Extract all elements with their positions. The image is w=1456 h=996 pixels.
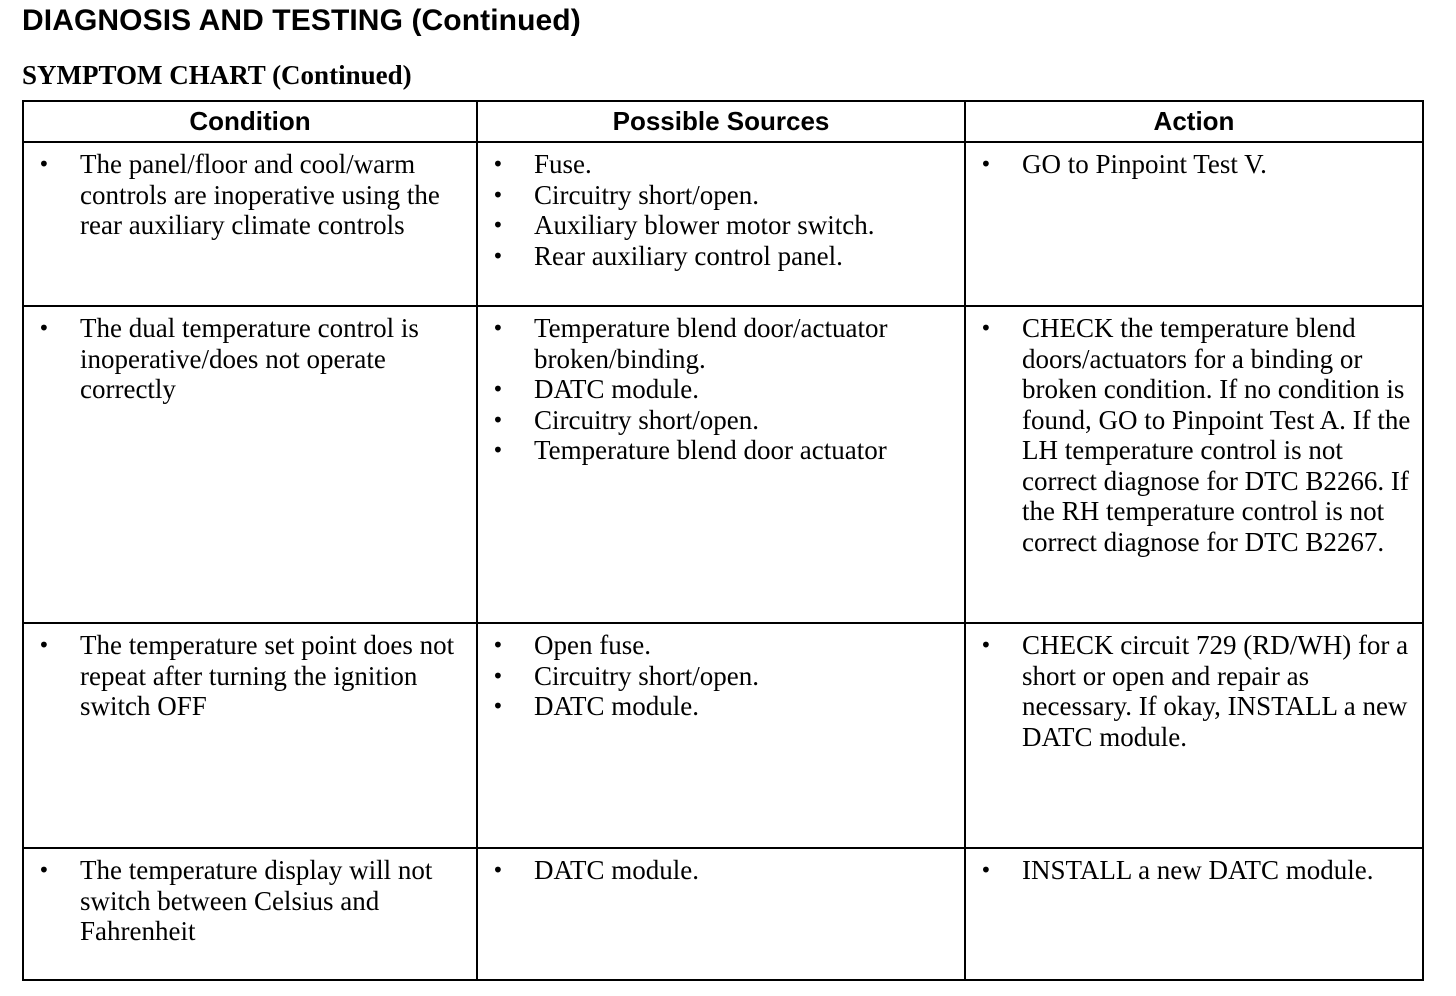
bullet-icon: • xyxy=(492,438,504,462)
bullet-icon: • xyxy=(980,858,992,882)
source-text: Temperature blend door/actuator broken/binding. xyxy=(534,313,888,374)
condition-cell xyxy=(23,306,477,623)
action-text: INSTALL a new DATC module. xyxy=(1022,855,1374,885)
source-text: Circuitry short/open. xyxy=(534,179,759,210)
column-header-condition: Condition xyxy=(23,101,477,142)
table-header-row xyxy=(23,101,1423,142)
source-text: DATC module. xyxy=(534,855,699,885)
action-text: CHECK the temperature blend doors/actuators for a binding or broken condition. If no condition is found, GO to Pinpoint Test A. If the LH temperature control is not correct diagnose for DTC B2266. If the RH temperature control is not correct diagnose for DTC B2267. xyxy=(1022,313,1411,557)
list-item xyxy=(486,180,956,211)
list-item xyxy=(974,855,1414,886)
list-item xyxy=(974,313,1414,557)
column-header-possible-sources: Possible Sources xyxy=(477,101,965,142)
sources-cell xyxy=(477,306,965,623)
list-item xyxy=(486,855,956,886)
bullet-icon: • xyxy=(492,377,504,401)
condition-cell xyxy=(23,142,477,306)
action-text: CHECK circuit 729 (RD/WH) for a short or open and repair as necessary. If okay, INSTALL a new DATC module. xyxy=(1022,630,1409,752)
list-item xyxy=(486,691,956,722)
source-text: Rear auxiliary control panel. xyxy=(534,240,843,271)
source-text: DATC module. xyxy=(534,374,699,404)
sources-cell xyxy=(477,848,965,980)
bullet-icon: • xyxy=(980,316,992,340)
bullet-icon: • xyxy=(492,182,504,207)
condition-text: The dual temperature control is inoperative/does not operate correctly xyxy=(80,313,419,404)
action-cell xyxy=(965,623,1423,848)
sources-list xyxy=(478,307,964,470)
list-item xyxy=(486,210,956,241)
condition-list xyxy=(24,307,476,409)
action-cell xyxy=(965,142,1423,306)
bullet-icon: • xyxy=(492,694,504,718)
bullet-icon: • xyxy=(492,663,504,688)
bullet-icon: • xyxy=(492,316,504,340)
list-item xyxy=(486,241,956,272)
list-item xyxy=(974,149,1414,180)
bullet-icon: • xyxy=(492,407,504,432)
list-item xyxy=(486,374,956,405)
bullet-icon: • xyxy=(492,633,504,657)
action-list xyxy=(966,849,1422,890)
bullet-icon: • xyxy=(492,213,504,237)
bullet-icon: • xyxy=(38,858,50,882)
source-text: Open fuse. xyxy=(534,630,651,660)
sources-cell xyxy=(477,623,965,848)
list-item xyxy=(486,313,956,374)
table-row xyxy=(23,623,1423,848)
section-title: SYMPTOM CHART (Continued) xyxy=(22,60,412,90)
condition-list xyxy=(24,624,476,726)
sources-cell xyxy=(477,142,965,306)
action-text: GO to Pinpoint Test V. xyxy=(1022,149,1267,179)
list-item xyxy=(32,855,468,947)
source-text: Circuitry short/open. xyxy=(534,660,759,691)
source-text: Auxiliary blower motor switch. xyxy=(534,210,875,240)
list-item xyxy=(32,149,468,241)
bullet-icon: • xyxy=(38,152,50,176)
sources-list xyxy=(478,624,964,726)
list-item xyxy=(974,630,1414,752)
bullet-icon: • xyxy=(980,152,992,176)
source-text: Circuitry short/open. xyxy=(534,404,759,435)
table-row xyxy=(23,142,1423,306)
condition-cell xyxy=(23,848,477,980)
bullet-icon: • xyxy=(38,316,50,340)
condition-text: The panel/floor and cool/warm controls are inoperative using the rear auxiliary climate controls xyxy=(80,149,440,240)
action-list xyxy=(966,307,1422,561)
condition-text: The temperature display will not switch between Celsius and Fahrenheit xyxy=(80,855,433,946)
action-list xyxy=(966,143,1422,184)
symptom-chart-table xyxy=(22,100,1424,981)
column-header-action: Action xyxy=(965,101,1423,142)
list-item xyxy=(486,405,956,436)
sources-list xyxy=(478,849,964,890)
condition-cell xyxy=(23,623,477,848)
source-text: Temperature blend door actuator xyxy=(534,435,887,465)
condition-list xyxy=(24,143,476,245)
list-item xyxy=(486,149,956,180)
bullet-icon: • xyxy=(980,633,992,657)
condition-text: The temperature set point does not repeat after turning the ignition switch OFF xyxy=(80,630,455,721)
action-cell xyxy=(965,306,1423,623)
source-text: Fuse. xyxy=(534,149,592,179)
page-title: DIAGNOSIS AND TESTING (Continued) xyxy=(22,4,581,37)
list-item xyxy=(32,630,468,722)
condition-list xyxy=(24,849,476,951)
source-text: DATC module. xyxy=(534,691,699,721)
list-item xyxy=(486,630,956,661)
action-cell xyxy=(965,848,1423,980)
list-item xyxy=(486,661,956,692)
bullet-icon: • xyxy=(38,633,50,657)
bullet-icon: • xyxy=(492,243,504,268)
list-item xyxy=(32,313,468,405)
sources-list xyxy=(478,143,964,275)
table-row xyxy=(23,848,1423,980)
table-row xyxy=(23,306,1423,623)
list-item xyxy=(486,435,956,466)
bullet-icon: • xyxy=(492,152,504,176)
bullet-icon: • xyxy=(492,858,504,882)
action-list xyxy=(966,624,1422,756)
